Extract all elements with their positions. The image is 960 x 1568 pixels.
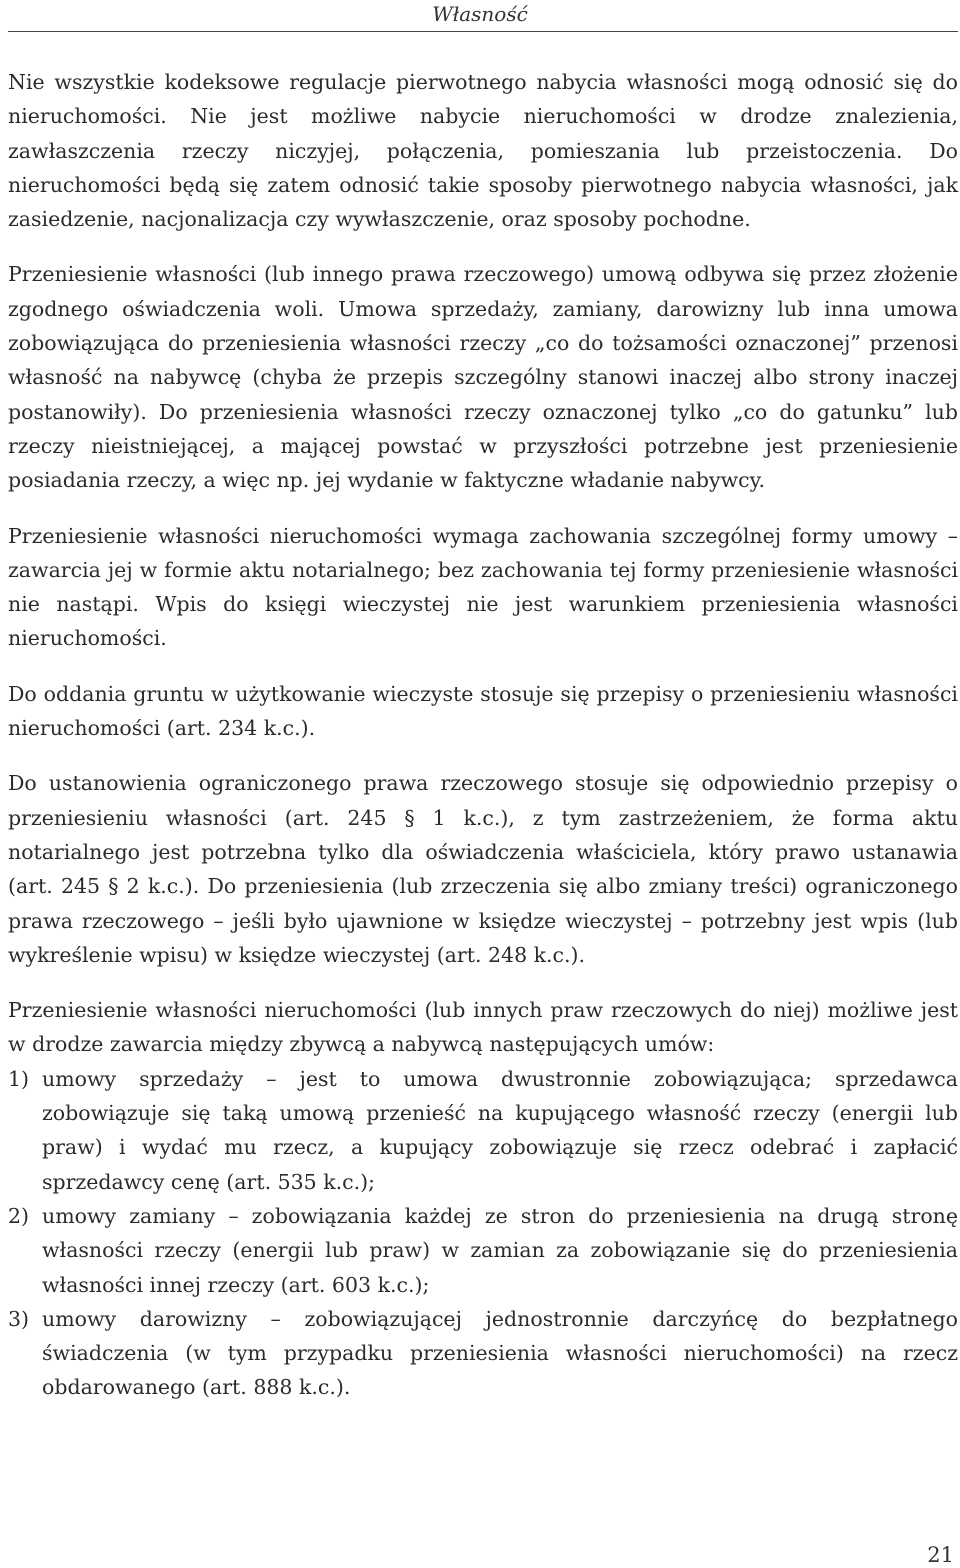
list-item-text: umowy sprzedaży – jest to umowa dwustronnie zobowiązująca; sprzedawca zobowiązuje się taką umową przenieść na kupującego własność rzeczy (energii lub praw) i wydać mu rzecz, a kupujący zobowiązuje się rzecz odebrać i zapłacić sprzedawcy cenę (art. 535 k.c.); bbox=[42, 1066, 958, 1194]
list-item-exchange bbox=[8, 1199, 958, 1302]
list-item-text: umowy darowizny – zobowiązującej jednostronnie darczyńcę do bezpłatnego świadczenia (w tym przypadku przeniesienia własności nieruchomości) na rzecz obdarowanego (art. 888 k.c.). bbox=[42, 1306, 958, 1400]
page-body bbox=[8, 65, 958, 1405]
list-item-number: 1) bbox=[8, 1066, 30, 1091]
paragraph-notarial-form: Przeniesienie własności nieruchomości wymaga zachowania szczególnej formy umowy – zawarcia jej w formie aktu notarialnego; bez zachowania tej formy przeniesienie własności nie nastąpi. Wpis do księgi wieczystej nie jest warunkiem przeniesienia własności nieruchomości. bbox=[8, 523, 958, 651]
running-header: Własność bbox=[432, 2, 528, 26]
list-intro: Przeniesienie własności nieruchomości (lub innych praw rzeczowych do niej) możliwe jest w drodze zawarcia między zbywcą a nabywcą następujących umów: bbox=[8, 998, 958, 1057]
paragraph-transfer-by-contract: Przeniesienie własności (lub innego prawa rzeczowego) umową odbywa się przez złożenie zgodnego oświadczenia woli. Umowa sprzedaży, zamiany, darowizny lub inna umowa zobowiązująca do przeniesienia własności rzeczy „co do tożsamości oznaczonej” przenosi własność na nabywcę (chyba że przepis szczególny stanowi inaczej albo strony inaczej postanowiły). Do przeniesienia własności rzeczy oznaczonej tylko „co do gatunku” lub rzeczy nieistniejącej, a mającej powstać w przyszłości potrzebne jest przeniesienie posiadania rzeczy, a więc np. jej wydanie w faktyczne władanie nabywcy. bbox=[8, 262, 958, 493]
list-item-number: 2) bbox=[8, 1203, 30, 1228]
paragraph-acquisition-of-real-estate: Nie wszystkie kodeksowe regulacje pierwotnego nabycia własności mogą odnosić się do nieruchomości. Nie jest możliwe nabycie nieruchomości w drodze znalezienia, zawłaszczenia rzeczy niczyjej, połączenia, pomieszania lub przeistoczenia. Do nieruchomości będą się zatem odnosić takie sposoby pierwotnego nabycia własności, jak zasiedzenie, nacjonalizacja czy wywłaszczenie, oraz sposoby pochodne. bbox=[8, 70, 958, 232]
list-item-number: 3) bbox=[8, 1306, 30, 1331]
list-item-donation bbox=[8, 1302, 958, 1405]
list-item-text: umowy zamiany – zobowiązania każdej ze stron do przeniesienia na drugą stronę własności rzeczy (energii lub praw) w zamian za zobowiązanie się do przeniesienia własności innej rzeczy (art. 603 k.c.); bbox=[42, 1203, 958, 1297]
page-number: 21 bbox=[927, 1543, 954, 1567]
header-rule bbox=[8, 31, 958, 32]
list-item-sale bbox=[8, 1062, 958, 1199]
paragraph-limited-property-rights: Do ustanowienia ograniczonego prawa rzeczowego stosuje się odpowiednio przepisy o przeniesieniu własności (art. 245 § 1 k.c.), z tym zastrzeżeniem, że forma aktu notarialnego jest potrzebna tylko dla oświadczenia właściciela, który prawo ustanawia (art. 245 § 2 k.c.). Do przeniesienia (lub zrzeczenia się albo zmiany treści) ograniczonego prawa rzeczowego – jeśli było ujawnione w księdze wieczystej – potrzebny jest wpis (lub wykreślenie wpisu) w księdze wieczystej (art. 248 k.c.). bbox=[8, 771, 958, 967]
paragraph-perpetual-usufruct: Do oddania gruntu w użytkowanie wieczyste stosuje się przepisy o przeniesieniu własności nieruchomości (art. 234 k.c.). bbox=[8, 681, 958, 741]
contract-types-list bbox=[8, 1062, 958, 1405]
